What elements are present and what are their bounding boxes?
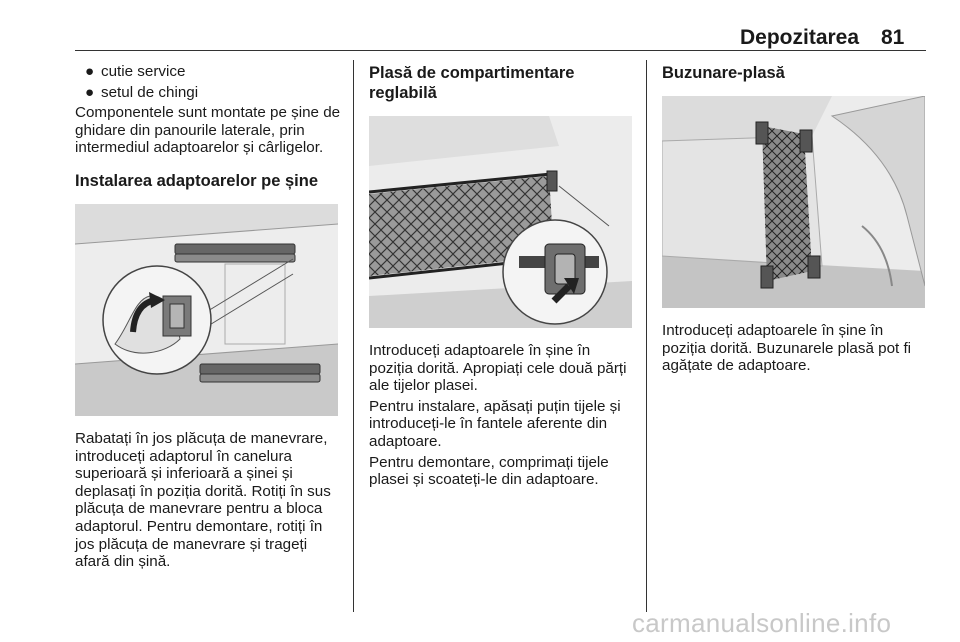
column-divider-2 [646, 60, 647, 612]
list-item-text: cutie service [101, 63, 186, 80]
adapter-rail-illustration [75, 204, 338, 416]
watermark: carmanualsonline.info [632, 608, 892, 638]
column-2 [369, 63, 635, 489]
page-number: 81 [881, 26, 905, 49]
adapter-instructions-paragraph: Rabatați în jos plăcuța de manevrare, introduceți adaptorul în canelura superioară și inferioară a șinei și deplasați în poziția dorită. Rotiți în sus plăcuța de manevrare pentru a bloca adaptorul. Pentru demontare, rotiți în jos plăcuța de manevrare și trageți afară din șină. [75, 429, 331, 571]
section-heading-net-pockets: Buzunare-plasă [662, 64, 785, 82]
column-1 [75, 63, 343, 571]
list-item-text: setul de chingi [101, 83, 199, 101]
intro-paragraph: Componentele sunt montate pe șine de ghidare din panourile laterale, prin intermediul adaptoarelor și cârligelor. [75, 104, 341, 157]
bullet-icon: ● [85, 63, 95, 80]
section-heading-divider-net: Plasă de compartimentare reglabilă [369, 64, 575, 102]
page-header-title: Depozitarea [740, 26, 860, 49]
divider-net-illustration [369, 116, 632, 328]
net-pocket-paragraph: Introduceți adaptoarele în șine în poziția dorită. Buzunarele plasă pot fi agățate de adaptoare. [662, 322, 912, 375]
net-paragraph-2: Pentru instalare, apăsați puțin tijele și introduceți-le în fantele aferente din adaptoare. [369, 397, 621, 450]
list-item [75, 63, 343, 81]
bullet-icon: ● [85, 83, 95, 101]
section-heading-adapters: Instalarea adaptoarelor pe șine [75, 171, 319, 190]
net-paragraph-3: Pentru demontare, comprimați tijele plasei și scoateți-le din adaptoare. [369, 453, 609, 489]
column-3 [662, 63, 928, 375]
net-pocket-illustration [662, 96, 925, 308]
net-paragraph-1: Introduceți adaptoarele în șine în poziția dorită. Apropiați cele două părți ale tijelor plasei. [369, 342, 627, 395]
list-item [75, 84, 343, 102]
header-rule [75, 50, 926, 51]
column-divider-1 [353, 60, 354, 612]
